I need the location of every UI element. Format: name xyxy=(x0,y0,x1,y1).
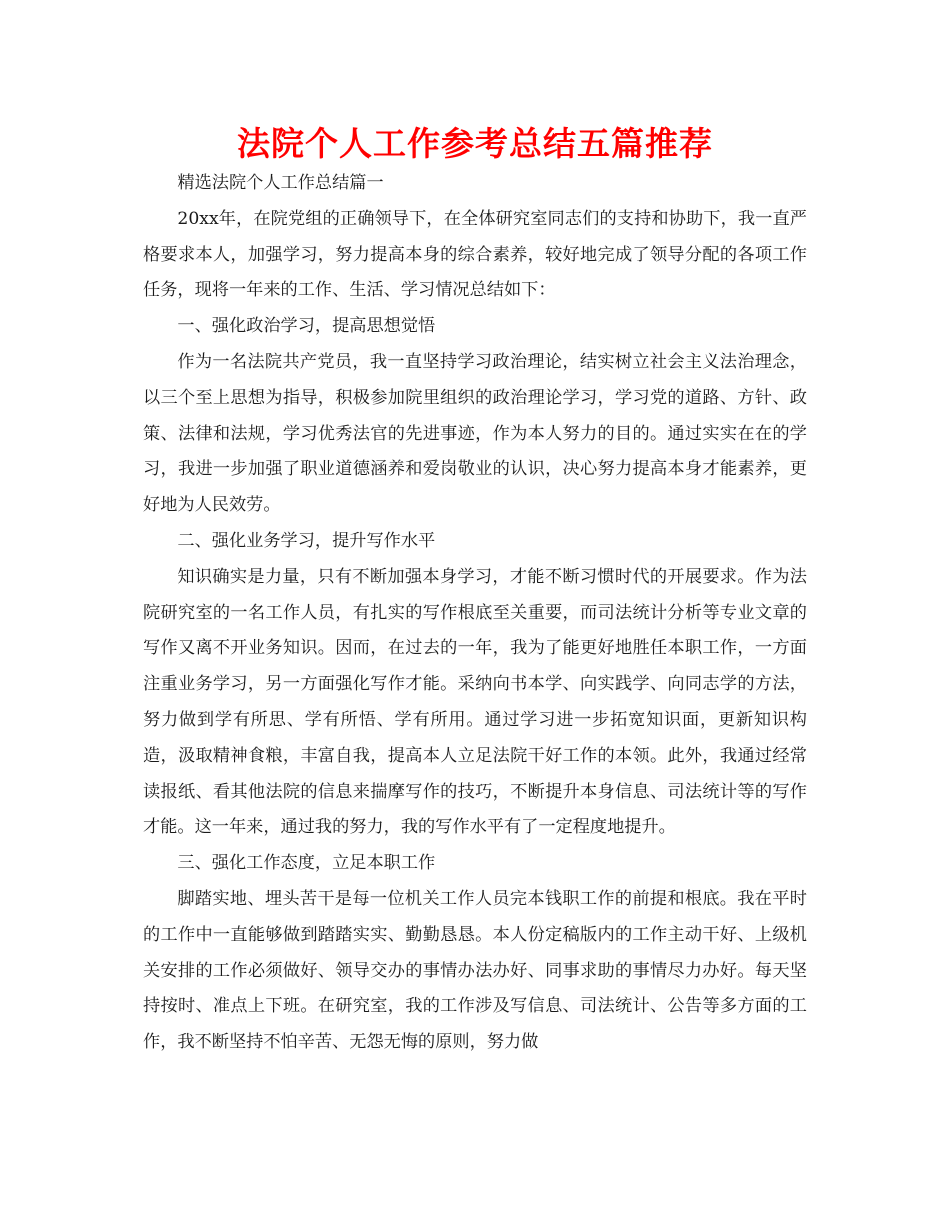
paragraph: 20xx年，在院党组的正确领导下，在全体研究室同志们的支持和协助下，我一直严格要求本人，加强学习，努力提高本身的综合素养，较好地完成了领导分配的各项工作任务，现将一年来的工作、生活、学习情况总结如下： xyxy=(143,208,807,301)
section-subtitle: 精选法院个人工作总结篇一 xyxy=(177,173,384,193)
section-heading: 二、强化业务学习，提升写作水平 xyxy=(177,530,436,551)
paragraph: 作为一名法院共产党员，我一直坚持学习政治理论，结实树立社会主义法治理念，以三个至上思想为指导，积极参加院里组织的政治理论学习，学习党的道路、方针、政策、法律和法规，学习优秀法官的先进事迹，作为本人努力的目的。通过实实在在的学习，我进一步加强了职业道德涵养和爱岗敬业的认识，决心努力提高本身才能素养，更好地为人民效劳。 xyxy=(143,351,807,516)
paragraph: 脚踏实地、埋头苦干是每一位机关工作人员完本钱职工作的前提和根底。我在平时的工作中一直能够做到踏踏实实、勤勤恳恳。本人份定稿版内的工作主动干好、上级机关安排的工作必须做好、领导交办的事情办法办好、同事求助的事情尽力办好。每天坚持按时、准点上下班。在研究室，我的工作涉及写信息、司法统计、公告等多方面的工作，我不断坚持不怕辛苦、无怨无悔的原则，努力做 xyxy=(143,888,807,1053)
paragraph: 知识确实是力量，只有不断加强本身学习，才能不断习惯时代的开展要求。作为法院研究室的一名工作人员，有扎实的写作根底至关重要，而司法统计分析等专业文章的写作又离不开业务知识。因而，在过去的一年，我为了能更好地胜任本职工作，一方面注重业务学习，另一方面强化写作才能。采纳向书本学、向实践学、向同志学的方法，努力做到学有所思、学有所悟、学有所用。通过学习进一步拓宽知识面，更新知识构造，汲取精神食粮，丰富自我，提高本人立足法院干好工作的本领。此外，我通过经常读报纸、看其他法院的信息来揣摩写作的技巧，不断提升本身信息、司法统计等的写作才能。这一年来，通过我的努力，我的写作水平有了一定程度地提升。 xyxy=(143,566,807,838)
section-heading: 三、强化工作态度，立足本职工作 xyxy=(177,853,436,874)
document-body xyxy=(143,166,807,1061)
section-heading: 一、强化政治学习，提高思想觉悟 xyxy=(177,316,436,337)
document-title: 法院个人工作参考总结五篇推荐 xyxy=(237,124,713,163)
